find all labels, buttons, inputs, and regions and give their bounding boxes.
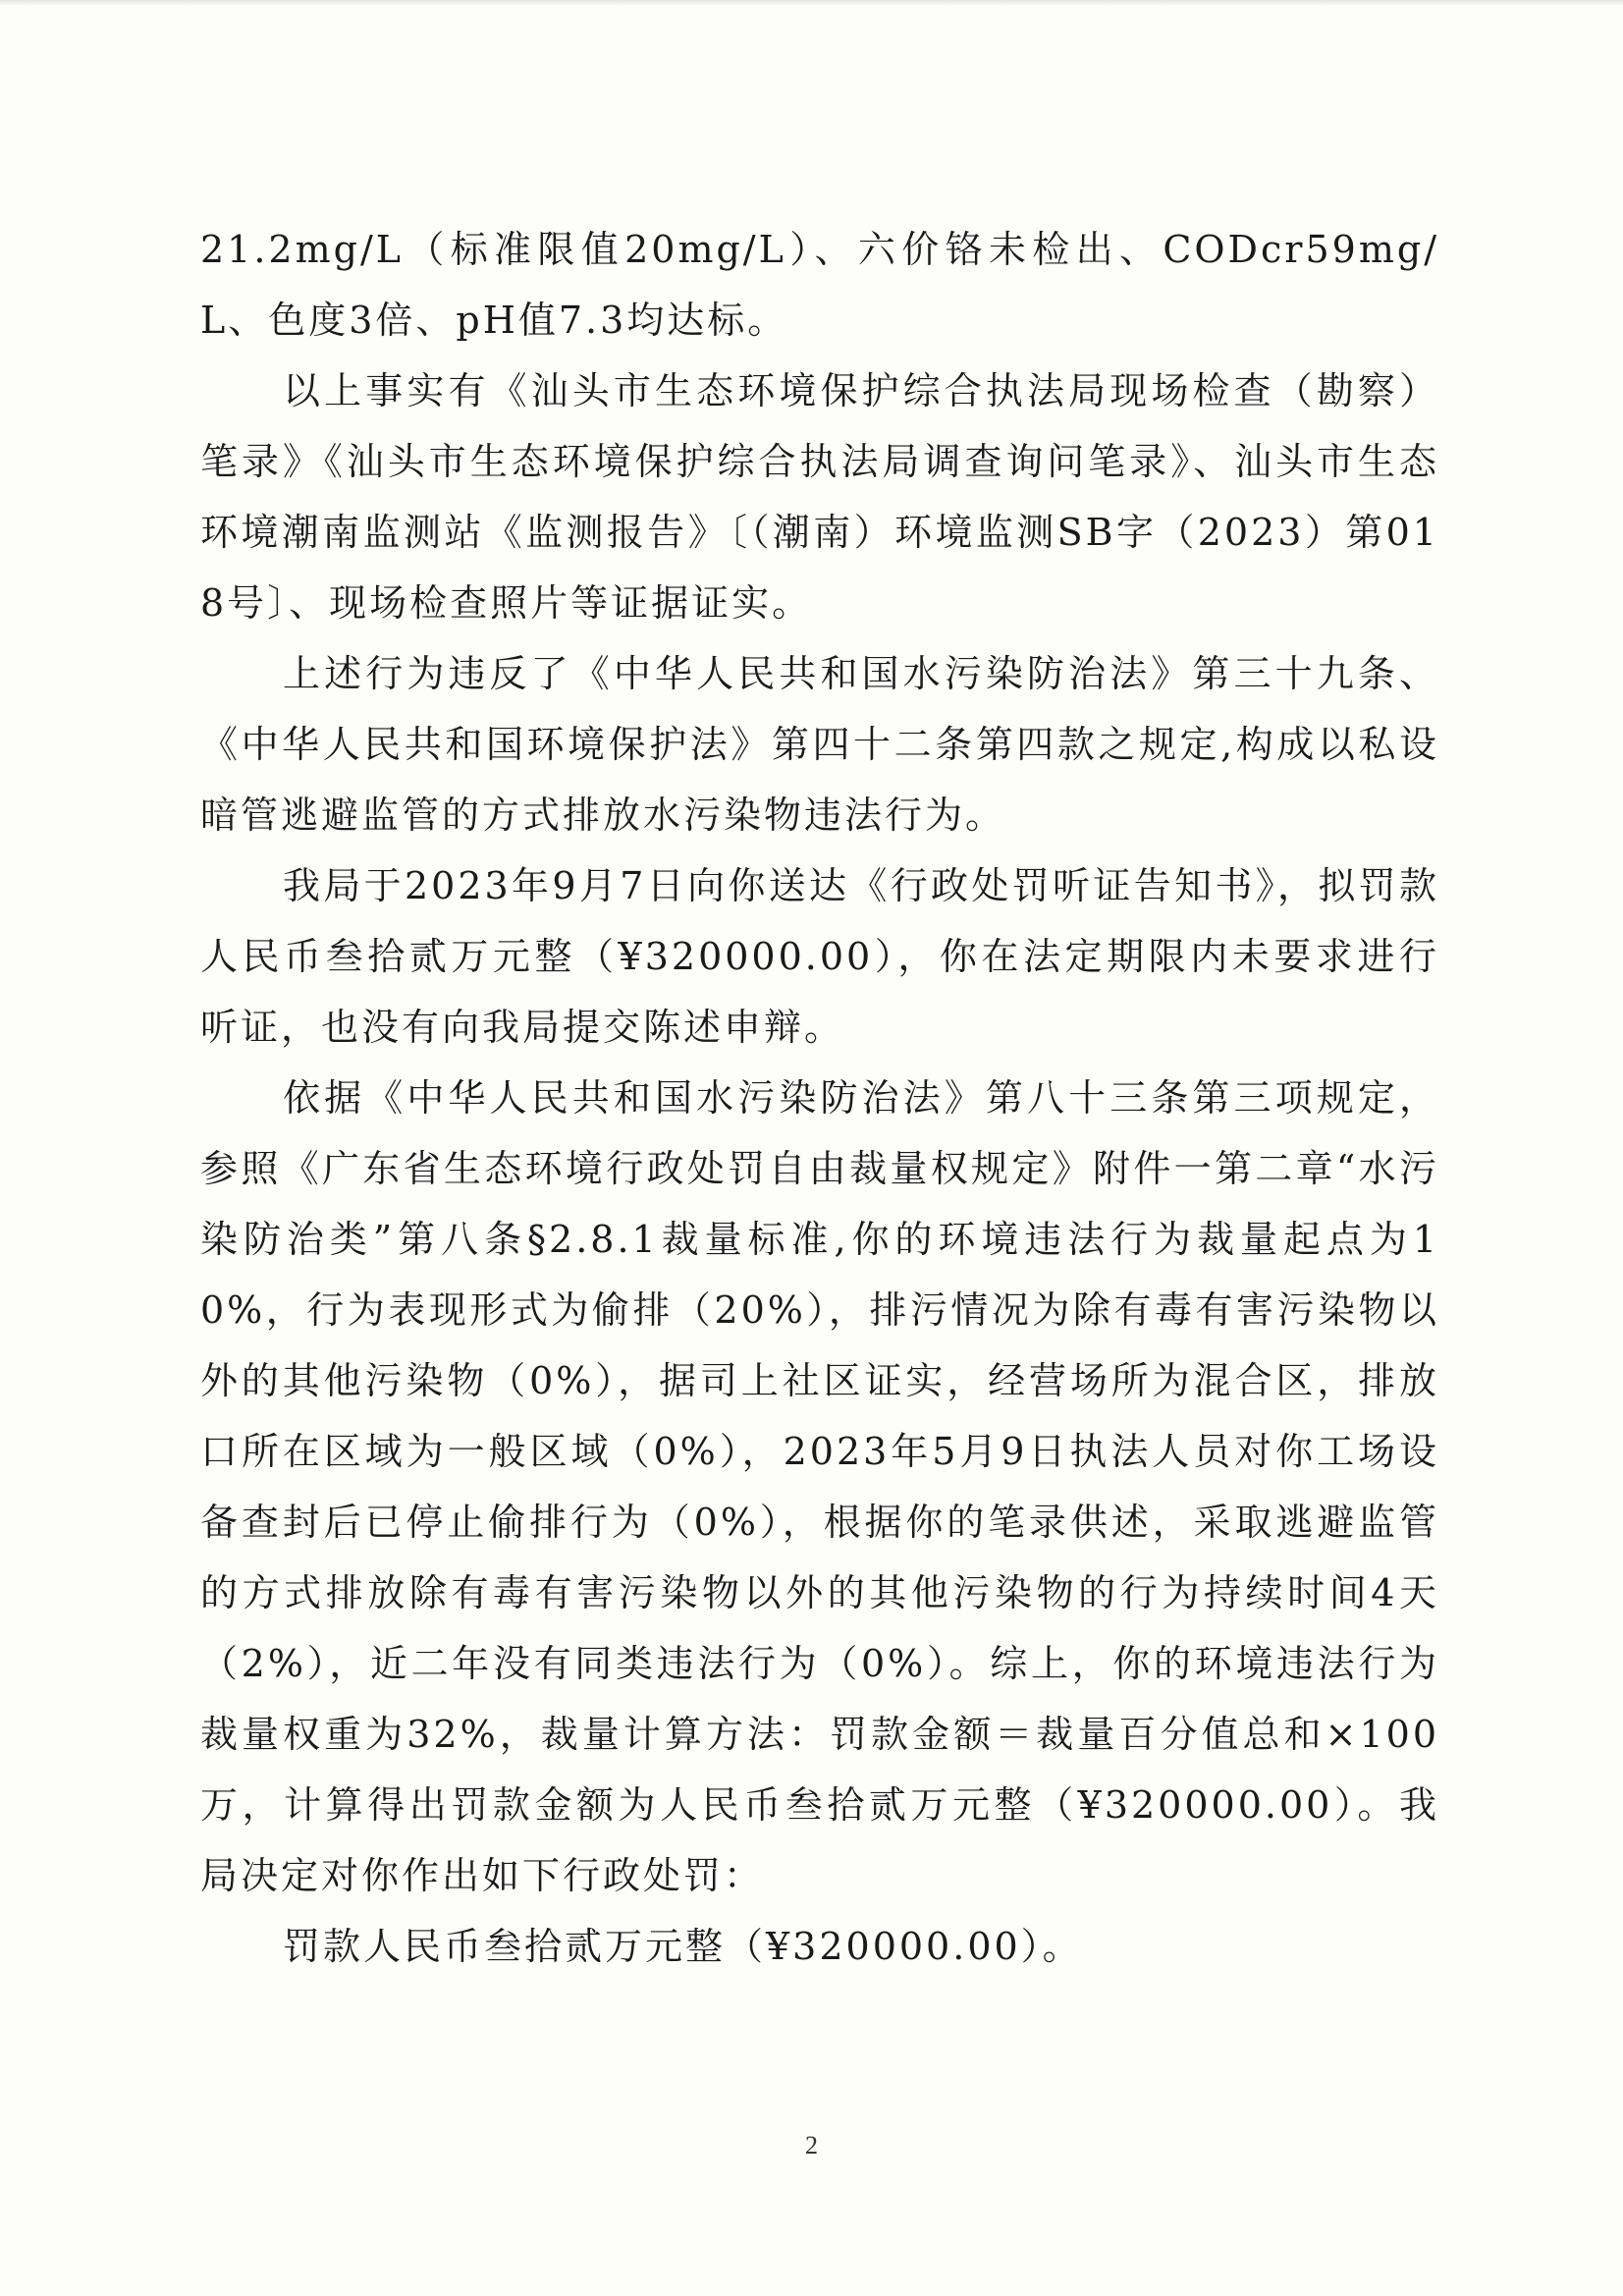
paragraph-evidence: 以上事实有《汕头市生态环境保护综合执法局现场检查（勘察）笔录》《汕头市生态环境保护综合执法局调查询问笔录》、汕头市生态环境潮南监测站《监测报告》〔（潮南）环境监测SB字（2023）第018号〕、现场检查照片等证据证实。	[200, 369, 1439, 625]
paragraph-penalty: 罚款人民币叁拾贰万元整（¥320000.00）。	[283, 1925, 1083, 1968]
paragraph-hearing-notice: 我局于2023年9月7日向你送达《行政处罚听证告知书》，拟罚款人民币叁拾贰万元整（¥320000.00），你在法定期限内未要求进行听证，也没有向我局提交陈述申辩。	[200, 864, 1439, 1049]
paragraph-legal-basis: 依据《中华人民共和国水污染防治法》第八十三条第三项规定，参照《广东省生态环境行政处罚自由裁量权规定》附件一第二章“水污染防治类”第八条§2.8.1裁量标准,你的环境违法行为裁量起点为10%，行为表现形式为偷排（20%），排污情况为除有毒有害污染物以外的其他污染物（0%），据司上社区证实，经营场所为混合区，排放口所在区域为一般区域（0%），2023年5月9日执法人员对你工场设备查封后已停止偷排行为（0%），根据你的笔录供述，采取逃避监管的方式排放除有毒有害污染物以外的其他污染物的行为持续时间4天（2%），近二年没有同类违法行为（0%）。综上，你的环境违法行为裁量权重为32%，裁量计算方法：罚款金额＝裁量百分值总和×100万，计算得出罚款金额为人民币叁拾贰万元整（¥320000.00）。我局决定对你作出如下行政处罚：	[200, 1076, 1439, 1897]
paragraph-violation: 上述行为违反了《中华人民共和国水污染防治法》第三十九条、《中华人民共和国环境保护法》第四十二条第四款之规定,构成以私设暗管逃避监管的方式排放水污染物违法行为。	[200, 652, 1439, 837]
scan-edge	[0, 0, 1623, 6]
paragraph-monitoring-results: 21.2mg/L（标准限值20mg/L）、六价铬未检出、CODcr59mg/L、色度3倍、pH值7.3均达标。	[200, 228, 1439, 342]
document-body	[200, 214, 1439, 1982]
page-number: 2	[805, 2131, 818, 2159]
